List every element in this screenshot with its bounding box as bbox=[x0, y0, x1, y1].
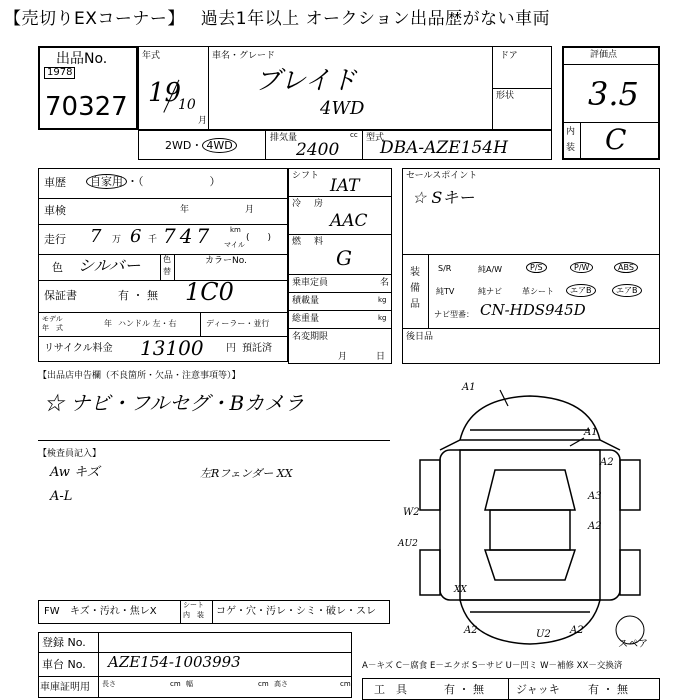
equip-ps: P/S bbox=[526, 262, 547, 273]
tools-sep: ・ bbox=[458, 683, 470, 696]
mark-a2-right-top: A2 bbox=[600, 457, 614, 468]
divider bbox=[580, 122, 581, 160]
drive-sep: ・ bbox=[191, 139, 203, 152]
divider bbox=[208, 46, 209, 130]
ac-label-2: 房 bbox=[314, 199, 324, 209]
jack-sep: ・ bbox=[602, 683, 614, 696]
car-grade-value: 4WD bbox=[320, 98, 365, 119]
mark-a2-bottom-left: A2 bbox=[464, 625, 478, 636]
dealer-sep: ・ bbox=[245, 319, 254, 328]
divider bbox=[562, 64, 660, 65]
divider bbox=[492, 88, 552, 89]
cert-label: 車庫証明用 bbox=[40, 682, 90, 693]
recycle-unit: 円 bbox=[226, 343, 236, 354]
equip-airbag-1: エアB bbox=[566, 284, 596, 297]
warranty-options bbox=[118, 290, 158, 301]
handle-left: 左 bbox=[152, 319, 161, 328]
handle-right: 右 bbox=[168, 319, 177, 328]
lot-number-label: 出品No. bbox=[56, 51, 108, 67]
tools-options bbox=[444, 684, 484, 695]
color-change-label-2: 替 bbox=[163, 267, 171, 276]
interior-value: C bbox=[605, 123, 627, 156]
lot-year-tag: 1978 bbox=[44, 67, 75, 79]
equip-tv: 純TV bbox=[436, 287, 455, 296]
recycle-label: リサイクル料金 bbox=[44, 343, 113, 354]
handle-options bbox=[118, 320, 177, 328]
divider bbox=[265, 130, 266, 160]
interior-label-1: 内 bbox=[566, 127, 576, 137]
mark-au2-left: AU2 bbox=[398, 539, 418, 549]
tools-yes: 有 bbox=[444, 683, 455, 696]
history-rest: ・（ ） bbox=[127, 175, 221, 188]
divider bbox=[402, 254, 660, 255]
inspector-line2: A-L bbox=[50, 489, 73, 504]
mileage-paren: ( ) bbox=[246, 233, 272, 243]
divider bbox=[288, 292, 392, 293]
passengers-unit: 名 bbox=[380, 278, 390, 288]
equip-leather: 革シート bbox=[522, 287, 554, 296]
equipment-label-1: 装 bbox=[410, 267, 420, 278]
color-value: シルバー bbox=[78, 256, 141, 275]
equip-sr: S/R bbox=[438, 264, 452, 273]
dealer-options bbox=[206, 320, 269, 328]
fw-items: キズ・汚れ・焦レX bbox=[70, 606, 157, 617]
drive-4wd: 4WD bbox=[202, 138, 236, 153]
weight-unit: kg bbox=[378, 314, 387, 322]
divider bbox=[288, 234, 392, 235]
doors-label: ドア bbox=[500, 51, 518, 61]
displacement-value: 2400 bbox=[296, 140, 340, 160]
cert-length-cm: cm bbox=[170, 680, 181, 688]
fuel-label-1: 燃 bbox=[292, 237, 302, 247]
car-name-value: ブレイド bbox=[255, 66, 357, 96]
displacement-label: 排気量 bbox=[270, 133, 298, 143]
ac-label-1: 冷 bbox=[292, 199, 302, 209]
equip-abs: ABS bbox=[614, 262, 638, 273]
inspector-line3: 左Rフェンダー XX bbox=[200, 467, 293, 480]
dealer-label: ディーラー bbox=[206, 319, 246, 328]
equip-pw: P/W bbox=[570, 262, 593, 273]
model-label: 型式 bbox=[366, 133, 385, 143]
history-value-wrap bbox=[86, 176, 221, 187]
drive-options bbox=[165, 140, 237, 151]
load-label: 積載量 bbox=[292, 296, 320, 306]
navi-model-value: CN-HDS945D bbox=[480, 301, 586, 319]
shift-value: IAT bbox=[330, 176, 360, 196]
handle-sep: ・ bbox=[160, 319, 169, 328]
name-change-month-unit: 月 bbox=[338, 352, 348, 362]
load-unit: kg bbox=[378, 296, 387, 304]
cert-height: 高さ bbox=[274, 680, 288, 688]
registration-label: 登録 No. bbox=[42, 636, 86, 649]
model-year-unit: 年 bbox=[104, 319, 112, 328]
year-value: 19 bbox=[148, 78, 182, 108]
divider bbox=[402, 328, 660, 329]
handle-label: ハンドル bbox=[118, 319, 150, 328]
color-no-label: カラーNo. bbox=[205, 256, 247, 266]
mileage-unit-km: km bbox=[230, 226, 241, 234]
mark-u2-bottom: U2 bbox=[536, 629, 551, 640]
divider bbox=[288, 274, 392, 275]
shape-label: 形状 bbox=[496, 91, 515, 101]
divider bbox=[98, 632, 99, 698]
divider bbox=[38, 676, 352, 677]
inspector-line1: Aw キズ bbox=[50, 465, 100, 480]
tools-label: 工 具 bbox=[374, 683, 407, 696]
divider bbox=[38, 440, 390, 441]
warranty-label: 保証書 bbox=[44, 289, 77, 302]
chassis-value: AZE154-1003993 bbox=[108, 653, 241, 671]
mark-a2-right-mid: A2 bbox=[588, 521, 602, 532]
header-banner bbox=[4, 4, 696, 30]
divider bbox=[428, 254, 429, 328]
year-label: 年式 bbox=[142, 51, 161, 61]
passengers-label: 乗車定員 bbox=[292, 278, 329, 288]
divider bbox=[38, 312, 288, 313]
seller-notes-label: 【出品店申告欄（不良箇所・欠品・注意事項等）】 bbox=[38, 371, 241, 381]
month-unit: 月 bbox=[198, 116, 208, 126]
import-label: 並行 bbox=[253, 319, 270, 328]
divider bbox=[288, 196, 392, 197]
interior-items: コゲ・穴・汚レ・シミ・破レ・スレ bbox=[216, 606, 376, 617]
inspector-label: 【検査員記入】 bbox=[38, 449, 102, 459]
equip-navi: 純ナビ bbox=[478, 287, 502, 296]
divider bbox=[362, 130, 363, 160]
fw-label: FW bbox=[44, 606, 60, 617]
inspection-month-unit: 月 bbox=[245, 205, 255, 215]
divider bbox=[180, 600, 181, 624]
mark-a1-right: A1 bbox=[584, 427, 598, 438]
seller-notes-value: ☆ ナビ・フルセグ・Bカメラ bbox=[44, 391, 305, 415]
mileage-sen-unit: 千 bbox=[148, 235, 158, 245]
jack-yes: 有 bbox=[588, 683, 599, 696]
spare-label: スペア bbox=[618, 639, 648, 650]
model-year-label-2: 年 式 bbox=[42, 324, 63, 332]
jack-options bbox=[588, 684, 628, 695]
divider bbox=[288, 328, 392, 329]
mileage-rest-digits: 747 bbox=[163, 224, 214, 248]
name-change-label: 名変期限 bbox=[292, 332, 329, 342]
equipment-label-3: 品 bbox=[410, 299, 420, 310]
interior-label-2: 装 bbox=[566, 143, 576, 153]
month-value: 10 bbox=[178, 97, 196, 113]
color-no-value: 1C0 bbox=[185, 278, 234, 306]
model-value: DBA-AZE154H bbox=[380, 138, 508, 158]
car-damage-diagram bbox=[400, 380, 700, 650]
recycle-value: 13100 bbox=[140, 336, 204, 360]
color-change-label-1: 色 bbox=[163, 255, 171, 264]
divider bbox=[38, 198, 288, 199]
divider bbox=[508, 678, 509, 700]
car-name-label: 車名・グレード bbox=[212, 51, 276, 61]
warranty-yes: 有 bbox=[118, 289, 129, 302]
inspection-label: 車検 bbox=[44, 204, 66, 217]
navi-model-label: ナビ型番： bbox=[434, 310, 474, 319]
mileage-man-unit: 万 bbox=[112, 235, 122, 245]
jack-label: ジャッキ bbox=[516, 683, 560, 696]
late-docs-label: 後日品 bbox=[406, 332, 434, 342]
divider bbox=[38, 280, 288, 281]
equipment-label-2: 備 bbox=[410, 283, 420, 294]
equip-aw: 純A/W bbox=[478, 265, 503, 274]
warranty-no: 無 bbox=[147, 289, 158, 302]
divider bbox=[200, 312, 201, 336]
name-change-day-unit: 日 bbox=[376, 352, 386, 362]
mark-a1-top: A1 bbox=[462, 382, 476, 393]
chassis-label: 車台 No. bbox=[42, 658, 86, 671]
mileage-sen-digit: 6 bbox=[130, 226, 142, 247]
lot-number-value: 70327 bbox=[45, 92, 128, 122]
cert-height-cm: cm bbox=[340, 680, 351, 688]
divider bbox=[288, 310, 392, 311]
history-value: 自家用 bbox=[86, 174, 127, 189]
score-label: 評価点 bbox=[590, 50, 618, 60]
divider bbox=[174, 254, 175, 280]
weight-label: 総重量 bbox=[292, 314, 320, 324]
sales-points-label: セールスポイント bbox=[406, 171, 478, 181]
banner-open-bracket: 【 bbox=[4, 9, 22, 29]
jack-no: 無 bbox=[617, 683, 628, 696]
drive-2wd: 2WD bbox=[165, 139, 192, 152]
fuel-value: G bbox=[336, 246, 352, 270]
score-value: 3.5 bbox=[588, 75, 639, 113]
divider bbox=[212, 600, 213, 624]
recycle-deposit: 預託済 bbox=[242, 343, 272, 354]
mileage-label: 走行 bbox=[44, 233, 66, 246]
tools-no: 無 bbox=[473, 683, 484, 696]
mark-a2-bottom-right: A2 bbox=[570, 625, 584, 636]
damage-legend: A－キズ C－腐食 E－エクボ S－サビ U－凹ミ W－補修 XX－交換済 bbox=[362, 661, 623, 671]
history-label: 車歴 bbox=[44, 176, 66, 189]
model-year-label-1: モデル bbox=[42, 315, 63, 323]
banner-corner-name: 売切りEXコーナー bbox=[21, 9, 168, 29]
mark-xx-left: XX bbox=[454, 585, 467, 595]
mark-w2-left: W2 bbox=[403, 507, 420, 518]
cert-width-cm: cm bbox=[258, 680, 269, 688]
equip-airbag-2: エアB bbox=[612, 284, 642, 297]
inspection-year-unit: 年 bbox=[180, 205, 190, 215]
warranty-sep: ・ bbox=[132, 289, 144, 302]
fuel-label-2: 料 bbox=[314, 237, 324, 247]
shift-label: シフト bbox=[292, 171, 320, 181]
seat-label-1: シート bbox=[183, 601, 204, 609]
displacement-unit: cc bbox=[350, 131, 358, 139]
banner-notice: 過去1年以上 オークション出品歴がない車両 bbox=[200, 9, 551, 29]
divider bbox=[160, 254, 161, 280]
cert-length: 長さ bbox=[102, 680, 116, 688]
color-label: 色 bbox=[52, 261, 63, 274]
ac-value: AAC bbox=[330, 211, 368, 231]
mark-a3-right: A3 bbox=[588, 491, 602, 502]
seat-label-2: 内 装 bbox=[183, 611, 204, 619]
mileage-unit-mile: マイル bbox=[224, 241, 245, 249]
banner-close-bracket: 】 bbox=[167, 9, 185, 29]
cert-width: 幅 bbox=[186, 680, 193, 688]
sales-points-value: ☆ Sキー bbox=[412, 188, 475, 207]
mileage-man-digit: 7 bbox=[90, 226, 102, 247]
